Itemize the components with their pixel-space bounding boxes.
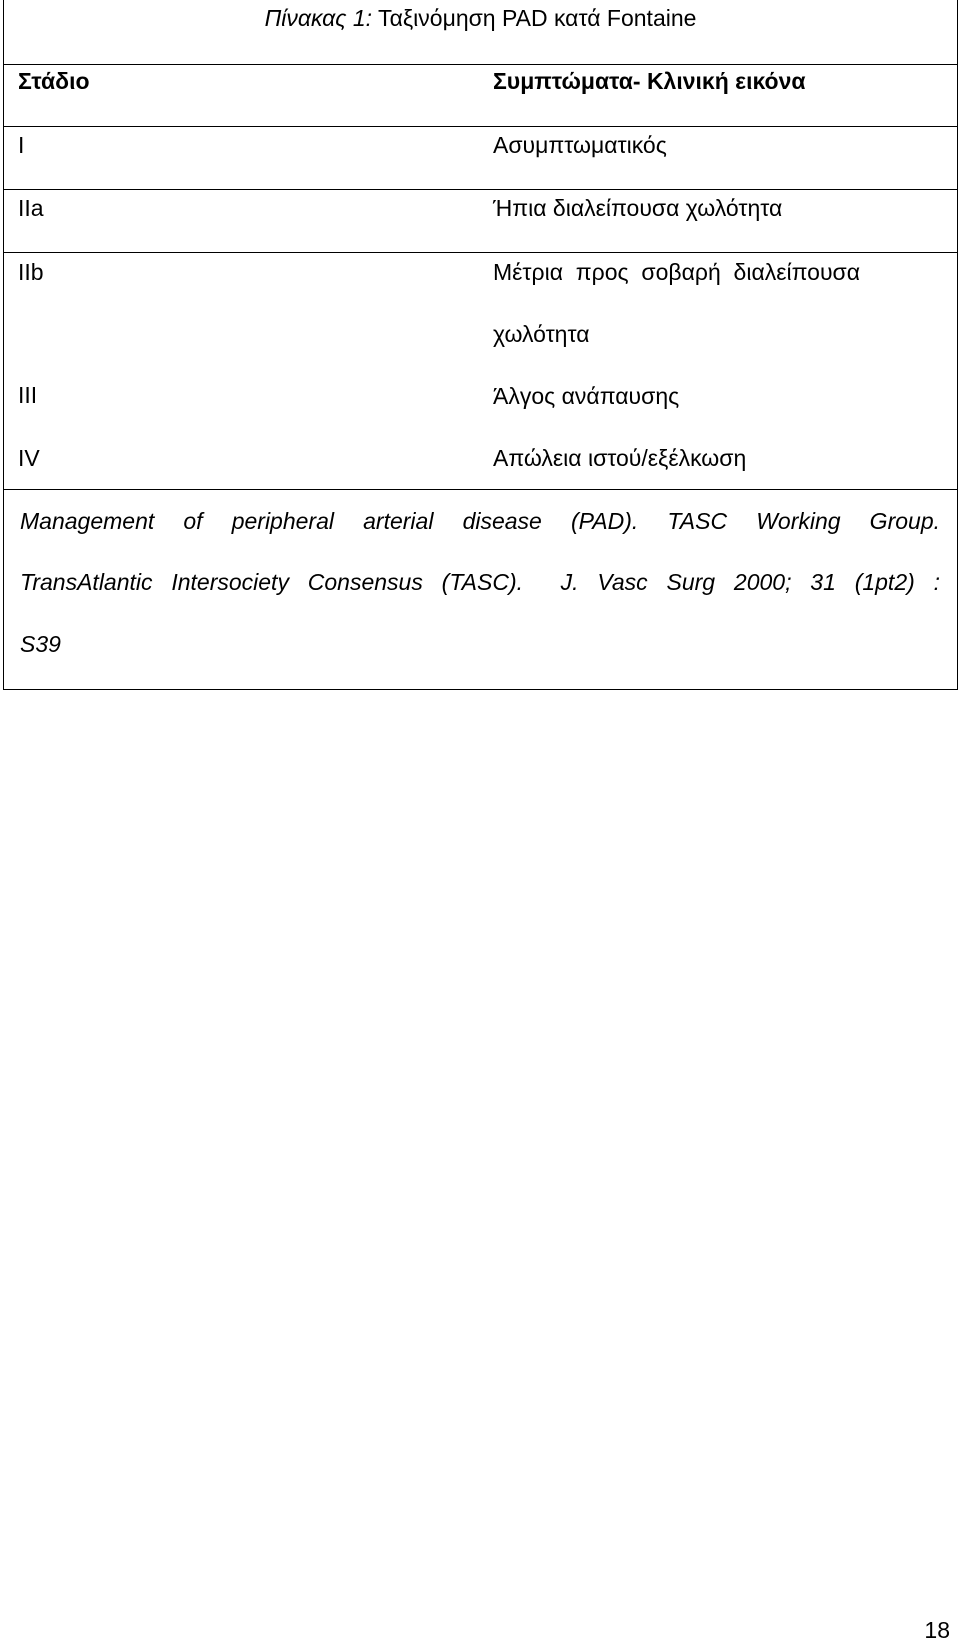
row-stage-2: IIa — [18, 195, 44, 221]
table-divider — [4, 126, 957, 127]
row-symptom-2: Ήπια διαλείπουσα χωλότητα — [493, 195, 783, 221]
table-divider — [4, 489, 957, 490]
row-stage-1: I — [18, 132, 25, 158]
row-stage-3: IIb — [18, 259, 44, 285]
table-divider — [4, 64, 957, 65]
row-stage-4: III — [18, 382, 38, 408]
row-symptom-5: Απώλεια ιστού/εξέλκωση — [493, 445, 747, 471]
fontaine-classification-table — [3, 0, 958, 690]
row-symptom-1: Ασυμπτωματικός — [493, 132, 667, 158]
row-stage-5: IV — [18, 445, 40, 471]
table-title-prefix: Πίνακας 1: — [264, 5, 373, 31]
reference-line-3: S39 — [20, 631, 61, 657]
table-title-text: Ταξινόμηση PAD κατά Fontaine — [378, 5, 697, 31]
page-number: 18 — [924, 1617, 950, 1643]
reference-line-1: Management of peripheral arterial disease (PAD). TASC Working Group. — [20, 508, 940, 534]
reference-line-2: TransAtlantic Intersociety Consensus (TASC). J. Vasc Surg 2000; 31 (1pt2) : — [20, 569, 940, 595]
row-symptom-3-continued: χωλότητα — [493, 321, 590, 347]
table-divider — [4, 252, 957, 253]
table-title — [4, 0, 957, 64]
row-symptom-4: Άλγος ανάπαυσης — [493, 383, 680, 409]
header-symptoms: Συμπτώματα- Κλινική εικόνα — [493, 68, 806, 94]
table-divider — [4, 189, 957, 190]
header-stage: Στάδιο — [18, 68, 90, 94]
row-symptom-3: Μέτρια προς σοβαρή διαλείπουσα — [493, 259, 861, 285]
